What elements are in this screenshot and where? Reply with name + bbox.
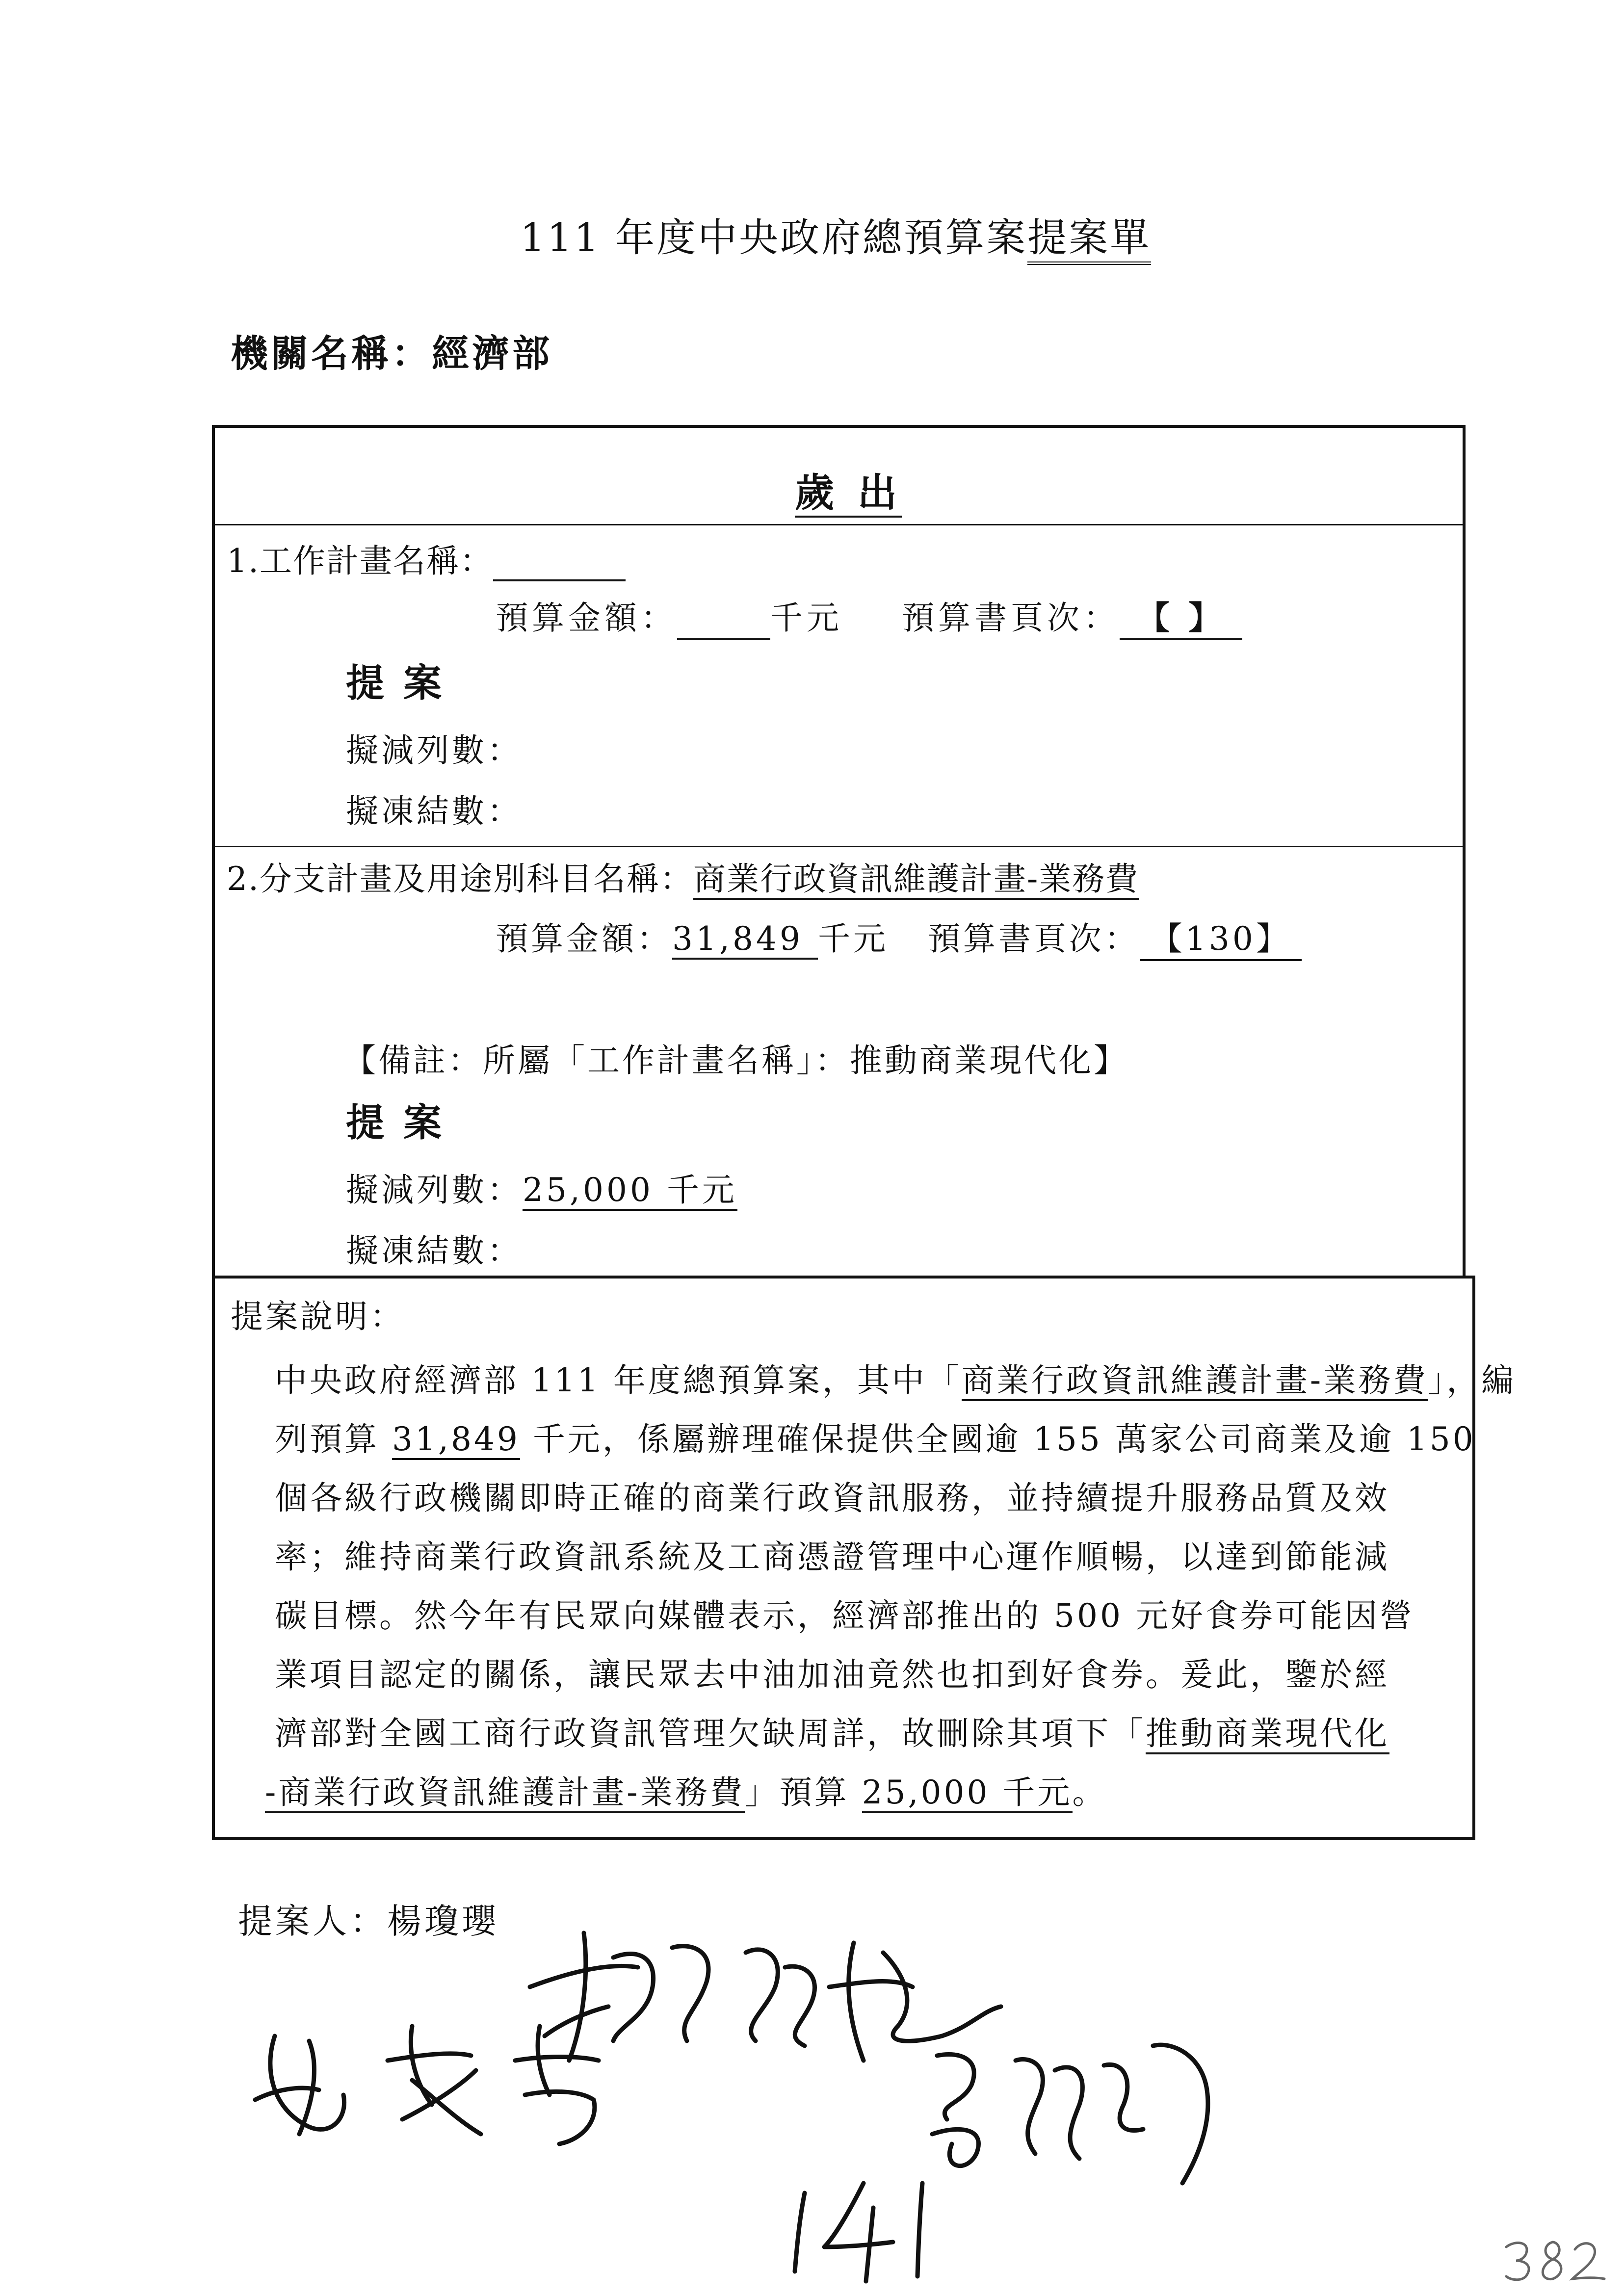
explanation-line-4: 率；維持商業行政資訊系統及工商憑證管理中心運作順暢，以達到節能減 xyxy=(275,1538,1389,1576)
item1-budget-row xyxy=(496,592,1242,640)
item1-budget-unit: 千元 xyxy=(770,599,843,637)
item2-budget-value: 31,849 xyxy=(672,920,818,960)
item1-page-label: 預算書頁次： xyxy=(902,599,1120,637)
explanation-label: 提案說明： xyxy=(231,1298,405,1335)
item2-remark: 【備註：所屬「工作計畫名稱」：推動商業現代化】 xyxy=(343,1042,1128,1079)
item2-reduce-label: 擬減列數： xyxy=(346,1171,523,1209)
item2-name-value: 商業行政資訊維護計畫-業務費 xyxy=(693,860,1139,900)
divider-header xyxy=(215,524,1463,525)
agency-name: 機關名稱：經濟部 xyxy=(231,332,552,375)
item2-name-label: 2.分支計畫及用途別科目名稱： xyxy=(227,860,693,898)
explanation-line-3: 個各級行政機關即時正確的商業行政資訊服務，並持續提升服務品質及效 xyxy=(275,1479,1389,1517)
proposer: 提案人：楊瓊瓔 xyxy=(238,1901,499,1941)
explanation-line-7: 濟部對全國工商行政資訊管理欠缺周詳，故刪除其項下「推動商業現代化 xyxy=(275,1707,1389,1754)
page-mark xyxy=(1496,2232,1609,2286)
item1-name-row xyxy=(227,535,626,581)
explanation-line-8: -商業行政資訊維護計畫-業務費」預算 25,000 千元。 xyxy=(265,1766,1107,1813)
section-header: 歲 出 xyxy=(795,461,902,518)
item2-name-row xyxy=(227,853,1139,899)
item1-name-blank xyxy=(493,547,626,581)
item1-reduce-label: 擬減列數： xyxy=(346,731,523,769)
title-prefix: 111 年度中央政府總預算案 xyxy=(520,215,1028,261)
explanation-line-5: 碳目標。然今年有民眾向媒體表示，經濟部推出的 500 元好食券可能因營 xyxy=(275,1597,1414,1635)
item2-proposal-heading: 提 案 xyxy=(346,1100,445,1145)
document-title xyxy=(520,206,1151,262)
item1-name-label: 1.工作計畫名稱： xyxy=(227,542,493,580)
item2-freeze-label: 擬凍結數： xyxy=(346,1232,523,1270)
item2-reduce-value: 25,000 千元 xyxy=(523,1171,737,1211)
explanation-line-6: 業項目認定的關係，讓民眾去中油加油竟然也扣到好食券。爰此，鑒於經 xyxy=(275,1656,1389,1694)
item2-page-value: 【130】 xyxy=(1140,913,1302,961)
item1-page-value: 【 】 xyxy=(1120,592,1242,640)
item2-budget-unit: 千元 xyxy=(817,920,889,958)
handwritten-number xyxy=(780,2173,947,2286)
item1-budget-blank xyxy=(677,606,770,640)
divider-item1 xyxy=(215,846,1463,847)
title-underlined: 提案單 xyxy=(1027,215,1151,265)
signature-kong xyxy=(245,2007,618,2154)
item1-freeze-label: 擬凍結數： xyxy=(346,792,523,830)
item1-proposal-heading: 提 案 xyxy=(346,661,445,705)
explanation-line-1: 中央政府經濟部 111 年度總預算案，其中「商業行政資訊維護計畫-業務費」，編 xyxy=(275,1354,1516,1401)
item2-budget-label: 預算金額： xyxy=(496,920,672,958)
item2-reduce-row xyxy=(346,1164,737,1210)
item2-page-label: 預算書頁次： xyxy=(927,920,1140,958)
signature-lu xyxy=(917,2026,1231,2188)
item2-budget-row xyxy=(496,913,1302,961)
item1-budget-label: 預算金額： xyxy=(496,599,677,637)
explanation-line-2: 列預算 31,849 千元，係屬辦理確保提供全國逾 155 萬家公司商業及逾 150 xyxy=(275,1413,1476,1460)
